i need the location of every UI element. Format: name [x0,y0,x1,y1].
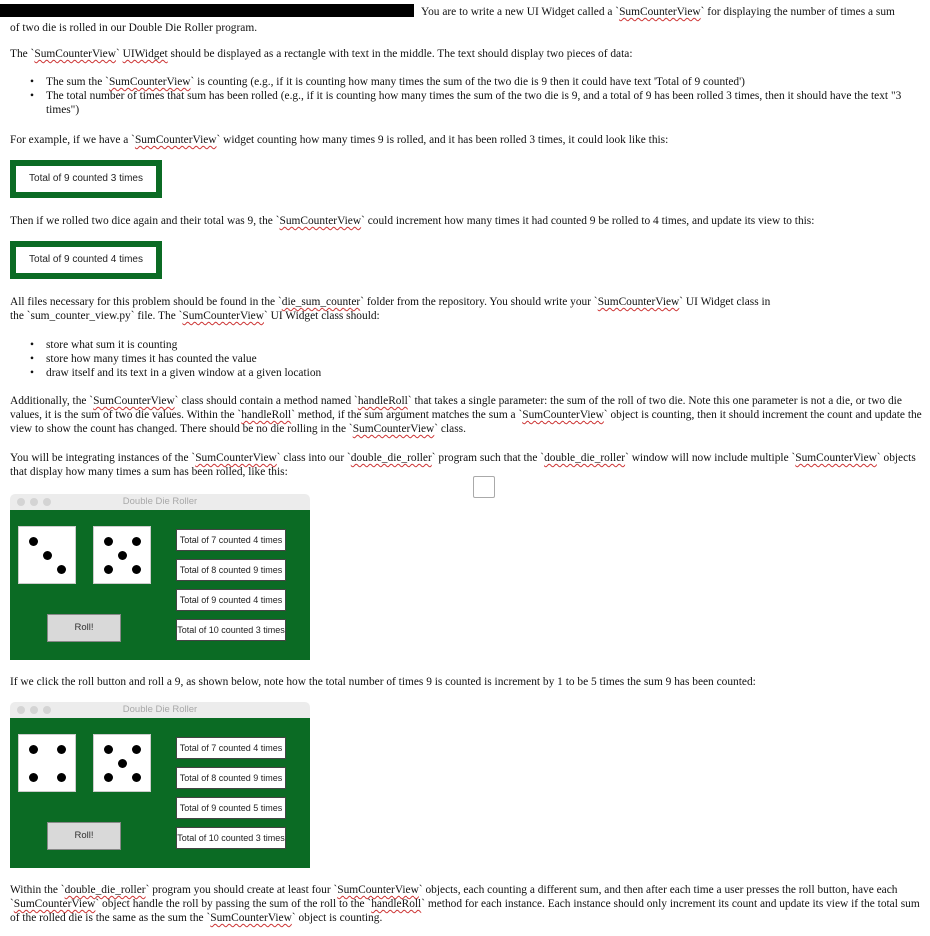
sum-counter-view: Total of 9 counted 5 times [176,797,286,819]
sum-counter-view: Total of 8 counted 9 times [176,559,286,581]
list-item: • The total number of times that sum has been rolled (e.g., if it is counting how many times the sum of the two die is 9, and a total of 9 has been rolled 3 times, then it should have the text "3 times") [10,89,922,117]
die-right [93,526,151,584]
die-pip [57,745,66,754]
die-pip [29,745,38,754]
die-pip [118,759,127,768]
paragraph-handle-roll: Additionally, the `SumCounterView` class should contain a method named `handleRoll` that takes a single parameter: the sum of the roll of two die. Note this one parameter is not a die, or two die values, it is the sum of two die values. Within the `handleRoll` method, if the sum argument matches the sum a `SumCounterView` object is counting, then it should increment the count and update the view to show the count has changed. There should be no die rolling in the `SumCounterView` class. [10,395,922,435]
die-pip [57,565,66,574]
bullet-list-requirements [10,338,922,380]
die-pip [57,773,66,782]
paragraph-files: All files necessary for this problem should be found in the `die_sum_counter` folder from the repository. You should write your `SumCounterView` UI Widget class in the `sum_counter_view.py` file. The `SumCounterView` UI Widget class should: [10,296,771,322]
roll-button[interactable]: Roll! [47,822,121,850]
sum-counter-view: Total of 10 counted 3 times [176,827,286,849]
die-pip [29,537,38,546]
example-counter-text: Total of 9 counted 4 times [16,247,156,273]
die-pip [104,745,113,754]
sum-counter-view: Total of 7 counted 4 times [176,737,286,759]
window-title: Double Die Roller [122,496,198,507]
die-pip [132,565,141,574]
paragraph-description: The `SumCounterView` UIWidget should be displayed as a rectangle with text in the middle. The text should display two pieces of data: [10,48,633,60]
double-die-roller-window-after [10,702,310,868]
window-body [10,718,310,868]
paragraph-final-instructions: Within the `double_die_roller` program you should create at least four `SumCounterView` objects, each counting a different sum, and then after each time a user presses the roll button, have each `SumCounterView` object handle the roll by passing the sum of the roll to the `handleRoll` method for each instance. Each instance should only increment its count and update its view if the total sum of the rolled die is the same as the sum the `SumCounterView` object is counting. [10,884,920,924]
example-counter-text: Total of 9 counted 3 times [16,166,156,192]
list-item: • draw itself and its text in a given window at a given location [10,366,922,380]
intro-line1: You are to write a new UI Widget called a `SumCounterView` for displaying the number of times a sum [421,6,895,18]
image-placeholder-checkbox[interactable] [473,476,495,498]
window-body [10,510,310,660]
maximize-icon[interactable] [43,498,51,506]
die-right [93,734,151,792]
list-item: • store how many times it has counted the value [10,352,922,366]
sum-counter-view: Total of 10 counted 3 times [176,619,286,641]
list-item: • The sum the `SumCounterView` is counting (e.g., if it is counting how many times the sum of the two die is 9 then it could have text 'Total of 9 counted') [10,75,922,89]
die-pip [104,565,113,574]
intro-line2: of two die is rolled in our Double Die Roller program. [10,22,258,34]
die-pip [132,745,141,754]
die-pip [104,537,113,546]
double-die-roller-window-before [10,494,310,660]
paragraph-example-intro: For example, if we have a `SumCounterView` widget counting how many times 9 is rolled, and it has been rolled 3 times, it could look like this: [10,134,669,146]
bullet-list-data [10,75,922,117]
window-titlebar [10,702,310,718]
die-pip [43,551,52,560]
minimize-icon[interactable] [30,706,38,714]
die-pip [118,551,127,560]
minimize-icon[interactable] [30,498,38,506]
roll-button[interactable]: Roll! [47,614,121,642]
list-item: • store what sum it is counting [10,338,922,352]
example-sum-counter-widget [10,160,162,198]
close-icon[interactable] [17,498,25,506]
sum-counter-view: Total of 9 counted 4 times [176,589,286,611]
redacted-bar [0,4,414,17]
maximize-icon[interactable] [43,706,51,714]
die-pip [132,537,141,546]
paragraph-increment: Then if we rolled two dice again and their total was 9, the `SumCounterView` could increment how many times it had counted 9 be rolled to 4 times, and update its view to this: [10,215,815,227]
window-titlebar [10,494,310,510]
paragraph-integration: You will be integrating instances of the `SumCounterView` class into our `double_die_roller` program such that the `double_die_roller` window will now include multiple `SumCounterView` objects that display how many times a sum has been rolled, like this: [10,452,916,478]
close-icon[interactable] [17,706,25,714]
die-left [18,734,76,792]
sum-counter-view: Total of 7 counted 4 times [176,529,286,551]
die-pip [104,773,113,782]
die-left [18,526,76,584]
example-sum-counter-widget-updated [10,241,162,279]
window-title: Double Die Roller [122,704,198,715]
paragraph-roll-nine: If we click the roll button and roll a 9, as shown below, note how the total number of times 9 is counted is increment by 1 to be 5 times the sum 9 has been counted: [10,676,756,688]
sum-counter-view: Total of 8 counted 9 times [176,767,286,789]
die-pip [132,773,141,782]
die-pip [29,773,38,782]
